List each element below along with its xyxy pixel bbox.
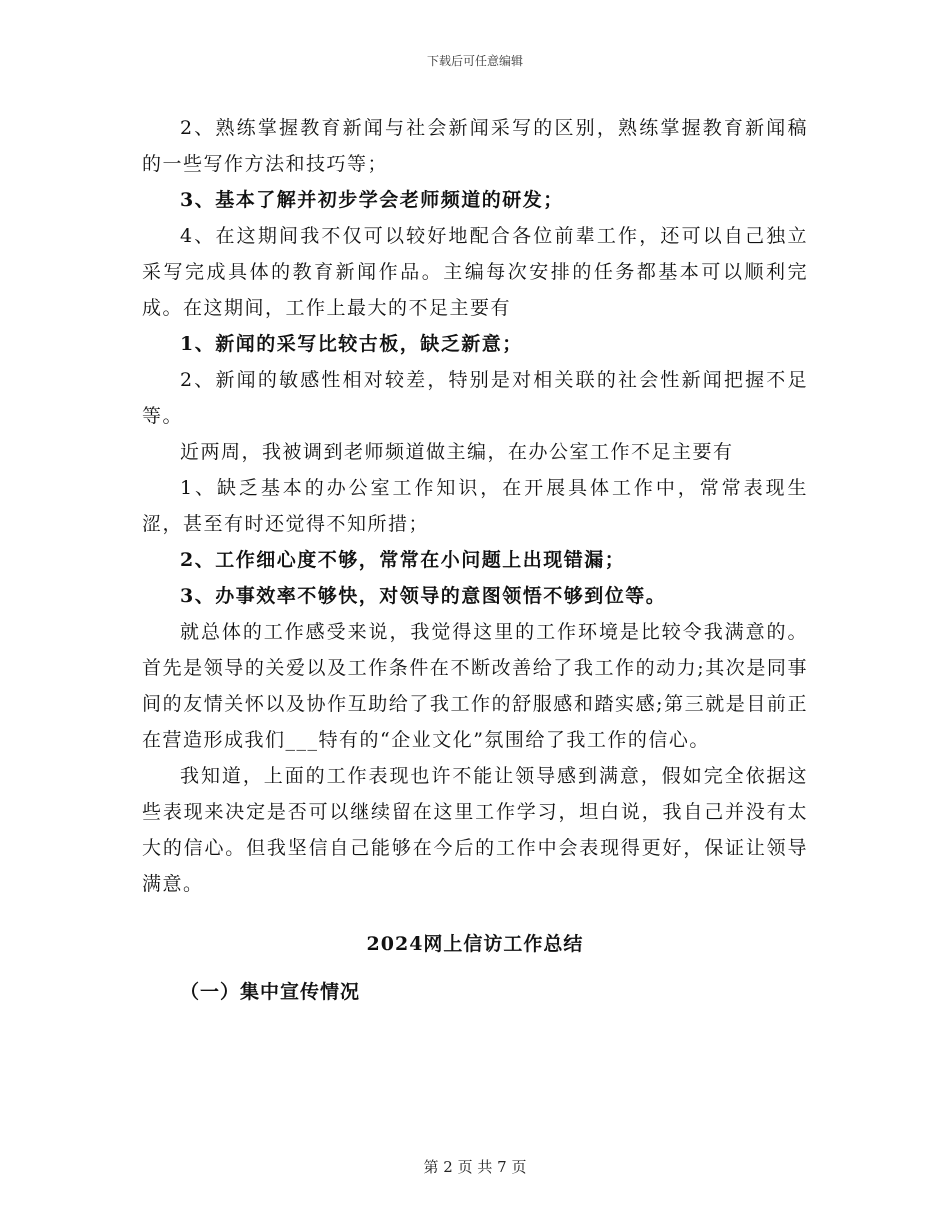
paragraph: 1、缺乏基本的办公室工作知识，在开展具体工作中，常常表现生涩，甚至有时还觉得不知所措； (142, 477, 808, 535)
section-heading: （一）集中宣传情况 (180, 981, 361, 1003)
paragraph: 近两周，我被调到老师频道做主编，在办公室工作不足主要有 (180, 441, 734, 463)
paragraph: 2、熟练掌握教育新闻与社会新闻采写的区别，熟练掌握教育新闻稿的一些写作方法和技巧等； (142, 117, 808, 175)
paragraph: 2、工作细心度不够，常常在小问题上出现错漏； (180, 549, 626, 571)
paragraph: 1、新闻的采写比较古板，缺乏新意； (180, 333, 523, 355)
paragraph: 3、基本了解并初步学会老师频道的研发； (180, 189, 564, 211)
paragraph: 就总体的工作感受来说，我觉得这里的工作环境是比较令我满意的。首先是领导的关爱以及工作条件在不断改善给了我工作的动力;其次是同事间的友情关怀以及协作互助给了我工作的舒服感和踏实感;第三就是目前正在营造形成我们___特有的“企业文化”氛围给了我工作的信心。 (142, 621, 808, 751)
paragraph: 4、在这期间我不仅可以较好地配合各位前辈工作，还可以自己独立采写完成具体的教育新闻作品。主编每次安排的任务都基本可以顺利完成。在这期间，工作上最大的不足主要有 (142, 225, 808, 319)
paragraph: 2、新闻的敏感性相对较差，特别是对相关联的社会性新闻把握不足等。 (142, 369, 808, 427)
paragraph: 3、办事效率不够快，对领导的意图领悟不够到位等。 (180, 585, 667, 607)
page-header-note: 下载后可任意编辑 (426, 54, 523, 68)
page-number: 第 2 页 共 7 页 (423, 1158, 527, 1176)
document-body (142, 110, 808, 1010)
document-title: 2024网上信访工作总结 (366, 933, 584, 955)
paragraph: 我知道，上面的工作表现也许不能让领导感到满意，假如完全依据这些表现来决定是否可以继续留在这里工作学习，坦白说，我自己并没有太大的信心。但我坚信自己能够在今后的工作中会表现得更好，保证让领导满意。 (142, 765, 808, 895)
